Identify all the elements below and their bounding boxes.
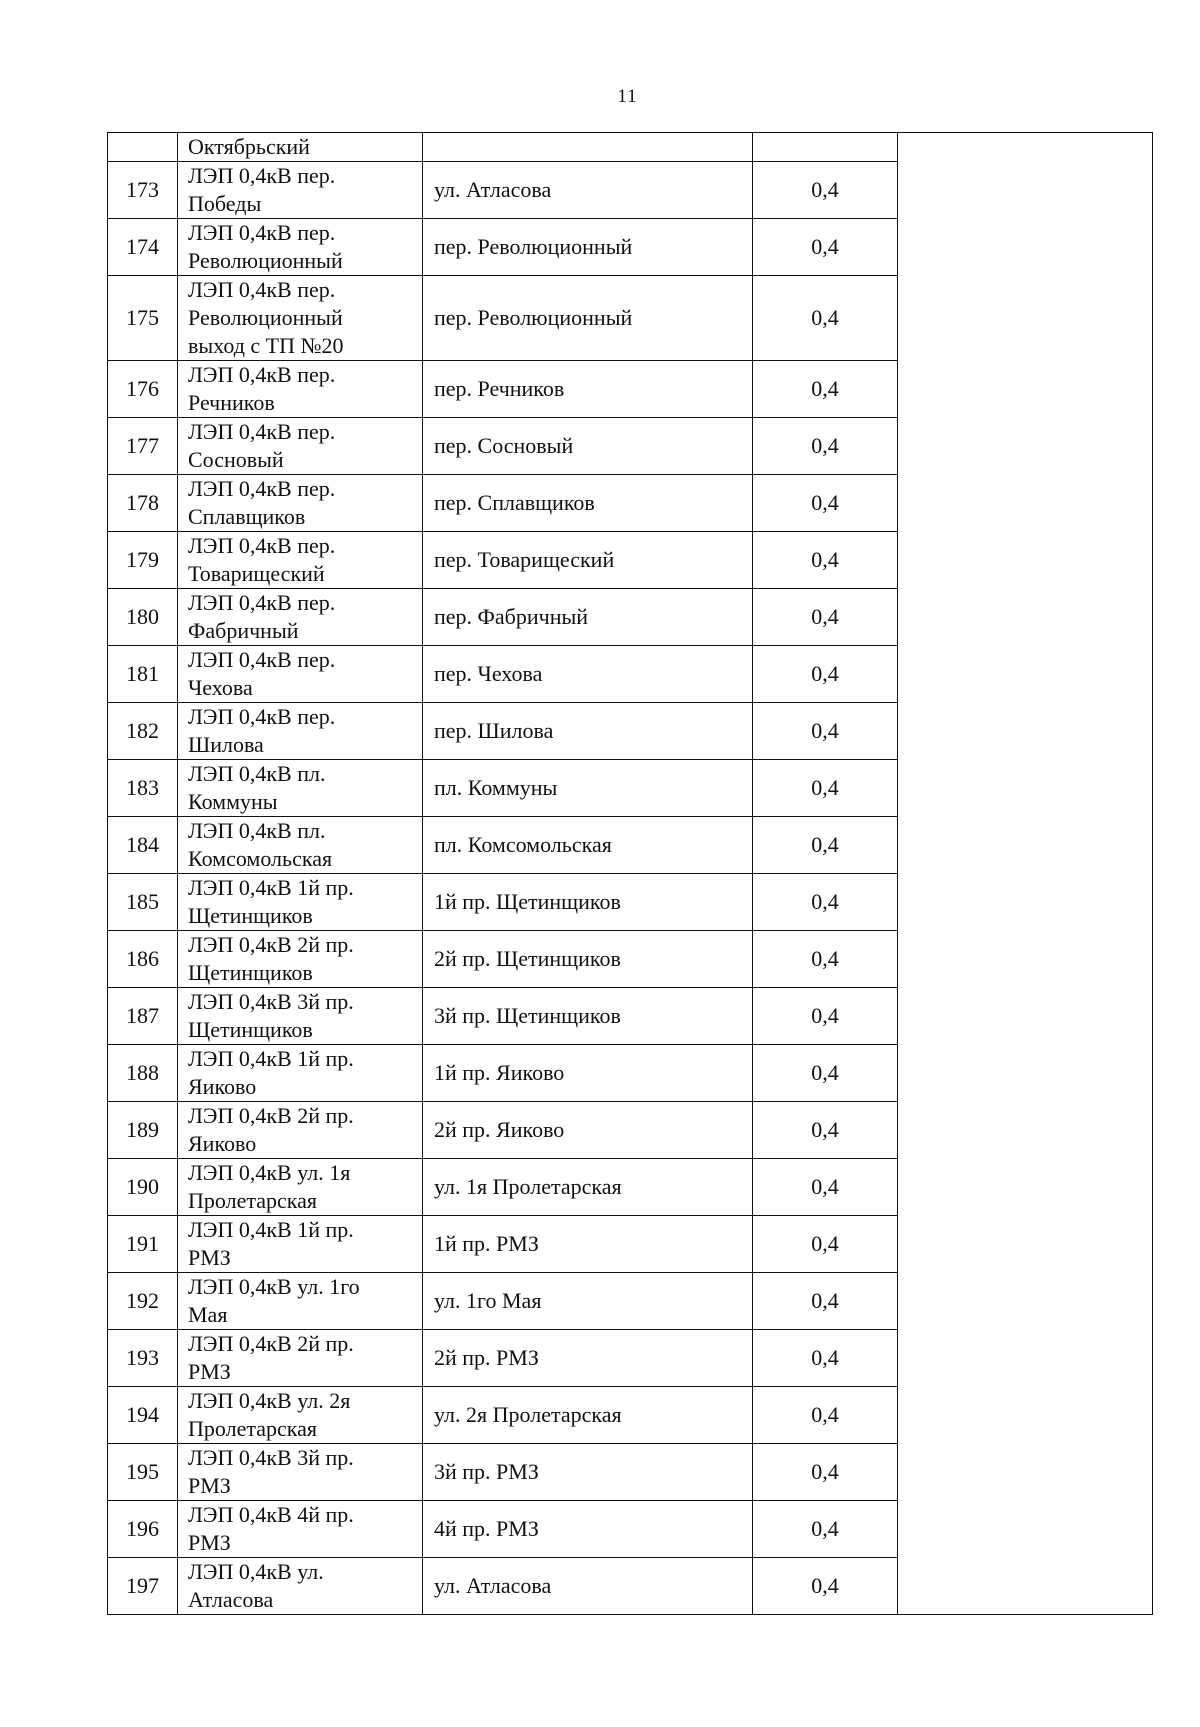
- cell-name-line: Щетинщиков: [188, 960, 313, 985]
- cell-number: 178: [108, 475, 178, 532]
- cell-voltage: 0,4: [753, 475, 898, 532]
- cell-name: [178, 418, 423, 475]
- cell-number: 175: [108, 276, 178, 361]
- page-number: 11: [617, 86, 638, 107]
- cell-number: 188: [108, 1045, 178, 1102]
- cell-name: [178, 475, 423, 532]
- cell-name: [178, 1501, 423, 1558]
- cell-name: [178, 162, 423, 219]
- cell-number: 180: [108, 589, 178, 646]
- cell-voltage: 0,4: [753, 276, 898, 361]
- cell-notes-column: [898, 133, 1153, 1615]
- cell-name-line: ЛЭП 0,4кВ ул. 2я: [188, 1388, 351, 1413]
- cell-name-line: ЛЭП 0,4кВ 3й пр.: [188, 1445, 354, 1470]
- cell-voltage: [753, 133, 898, 162]
- cell-name-line: ЛЭП 0,4кВ пер.: [188, 362, 336, 387]
- cell-name: [178, 1387, 423, 1444]
- cell-number: 194: [108, 1387, 178, 1444]
- power-lines-table-container: [107, 132, 1153, 1615]
- cell-name-line: ЛЭП 0,4кВ 1й пр.: [188, 1046, 354, 1071]
- cell-name-line: ЛЭП 0,4кВ ул. 1я: [188, 1160, 351, 1185]
- cell-name-line: ЛЭП 0,4кВ 2й пр.: [188, 932, 354, 957]
- cell-street: 1й пр. РМЗ: [423, 1216, 753, 1273]
- cell-name-line: РМЗ: [188, 1359, 231, 1384]
- cell-number: 179: [108, 532, 178, 589]
- cell-number: 191: [108, 1216, 178, 1273]
- cell-street: ул. 1го Мая: [423, 1273, 753, 1330]
- cell-name-line: Пролетарская: [188, 1416, 317, 1441]
- cell-voltage: 0,4: [753, 874, 898, 931]
- cell-voltage: 0,4: [753, 1387, 898, 1444]
- cell-name-line: Речников: [188, 390, 275, 415]
- cell-voltage: 0,4: [753, 931, 898, 988]
- cell-name-line: ЛЭП 0,4кВ 3й пр.: [188, 989, 354, 1014]
- cell-name: [178, 1444, 423, 1501]
- cell-name: [178, 874, 423, 931]
- cell-street: [423, 133, 753, 162]
- cell-name-line: ЛЭП 0,4кВ пер.: [188, 220, 336, 245]
- cell-name-line: РМЗ: [188, 1530, 231, 1555]
- cell-voltage: 0,4: [753, 418, 898, 475]
- cell-voltage: 0,4: [753, 1330, 898, 1387]
- cell-street: 1й пр. Щетинщиков: [423, 874, 753, 931]
- cell-name-line: ЛЭП 0,4кВ пер.: [188, 419, 336, 444]
- cell-voltage: 0,4: [753, 1444, 898, 1501]
- cell-voltage: 0,4: [753, 817, 898, 874]
- cell-name-line: Мая: [188, 1302, 228, 1327]
- cell-voltage: 0,4: [753, 703, 898, 760]
- cell-street: ул. 2я Пролетарская: [423, 1387, 753, 1444]
- cell-voltage: 0,4: [753, 1159, 898, 1216]
- cell-name-line: ЛЭП 0,4кВ пер.: [188, 590, 336, 615]
- cell-number: 187: [108, 988, 178, 1045]
- cell-name-line: Чехова: [188, 675, 253, 700]
- cell-street: ул. Атласова: [423, 1558, 753, 1615]
- cell-name: [178, 1159, 423, 1216]
- cell-name-line: ЛЭП 0,4кВ пер.: [188, 704, 336, 729]
- cell-name: [178, 817, 423, 874]
- cell-name-line: ЛЭП 0,4кВ 2й пр.: [188, 1331, 354, 1356]
- cell-street: ул. Атласова: [423, 162, 753, 219]
- cell-voltage: 0,4: [753, 1273, 898, 1330]
- cell-name: [178, 988, 423, 1045]
- cell-number: 196: [108, 1501, 178, 1558]
- cell-name-line: ЛЭП 0,4кВ пер.: [188, 277, 336, 302]
- cell-voltage: 0,4: [753, 532, 898, 589]
- cell-number: 193: [108, 1330, 178, 1387]
- cell-name: [178, 1102, 423, 1159]
- cell-number: 181: [108, 646, 178, 703]
- cell-voltage: 0,4: [753, 760, 898, 817]
- cell-name-line: Щетинщиков: [188, 1017, 313, 1042]
- cell-street: пер. Сосновый: [423, 418, 753, 475]
- cell-name: [178, 931, 423, 988]
- cell-name-line: Пролетарская: [188, 1188, 317, 1213]
- cell-name-line: ЛЭП 0,4кВ пер.: [188, 476, 336, 501]
- cell-name-line: Революционный: [188, 248, 343, 273]
- cell-voltage: 0,4: [753, 1501, 898, 1558]
- power-lines-table: [107, 132, 1153, 1615]
- cell-name-line: Коммуны: [188, 789, 278, 814]
- cell-number: 195: [108, 1444, 178, 1501]
- cell-name-line: Фабричный: [188, 618, 299, 643]
- cell-name: [178, 646, 423, 703]
- cell-name-line: ЛЭП 0,4кВ 4й пр.: [188, 1502, 354, 1527]
- cell-name: [178, 760, 423, 817]
- cell-number: 189: [108, 1102, 178, 1159]
- cell-name-line: Шилова: [188, 732, 264, 757]
- cell-name-line: ЛЭП 0,4кВ 1й пр.: [188, 875, 354, 900]
- cell-name-line: РМЗ: [188, 1245, 231, 1270]
- cell-street: пер. Чехова: [423, 646, 753, 703]
- cell-voltage: 0,4: [753, 219, 898, 276]
- cell-name: [178, 703, 423, 760]
- cell-voltage: 0,4: [753, 1558, 898, 1615]
- cell-name: [178, 589, 423, 646]
- table-body: [108, 133, 1153, 1615]
- cell-name-line: ЛЭП 0,4кВ 1й пр.: [188, 1217, 354, 1242]
- cell-voltage: 0,4: [753, 988, 898, 1045]
- cell-name-line: Революционный: [188, 305, 343, 330]
- cell-name-line: Яиково: [188, 1131, 257, 1156]
- cell-number: 197: [108, 1558, 178, 1615]
- cell-name: [178, 1045, 423, 1102]
- cell-name-line: Щетинщиков: [188, 903, 313, 928]
- cell-street: пер. Шилова: [423, 703, 753, 760]
- cell-voltage: 0,4: [753, 361, 898, 418]
- cell-voltage: 0,4: [753, 1102, 898, 1159]
- cell-name: [178, 1330, 423, 1387]
- cell-street: 3й пр. РМЗ: [423, 1444, 753, 1501]
- cell-voltage: 0,4: [753, 646, 898, 703]
- cell-name: Октябрьский: [178, 133, 423, 162]
- cell-number: 183: [108, 760, 178, 817]
- cell-street: пер. Речников: [423, 361, 753, 418]
- cell-street: 1й пр. Яиково: [423, 1045, 753, 1102]
- cell-number: 174: [108, 219, 178, 276]
- cell-name-line: Сосновый: [188, 447, 284, 472]
- cell-voltage: 0,4: [753, 589, 898, 646]
- cell-voltage: 0,4: [753, 1045, 898, 1102]
- cell-name: [178, 361, 423, 418]
- cell-name-line: ЛЭП 0,4кВ 2й пр.: [188, 1103, 354, 1128]
- cell-name-line: ЛЭП 0,4кВ пл.: [188, 761, 326, 786]
- cell-name-line: Сплавщиков: [188, 504, 306, 529]
- cell-street: пер. Революционный: [423, 219, 753, 276]
- cell-street: 2й пр. Яиково: [423, 1102, 753, 1159]
- table-row-continuation: [108, 133, 1153, 162]
- cell-name-line: ЛЭП 0,4кВ ул.: [188, 1559, 324, 1584]
- cell-name: [178, 1216, 423, 1273]
- cell-number: [108, 133, 178, 162]
- cell-street: пл. Комсомольская: [423, 817, 753, 874]
- cell-number: 184: [108, 817, 178, 874]
- cell-name-line: Победы: [188, 191, 262, 216]
- cell-name: [178, 276, 423, 361]
- cell-name: [178, 1273, 423, 1330]
- cell-street: пер. Сплавщиков: [423, 475, 753, 532]
- cell-street: пл. Коммуны: [423, 760, 753, 817]
- cell-number: 190: [108, 1159, 178, 1216]
- cell-name-line: ЛЭП 0,4кВ пер.: [188, 163, 336, 188]
- cell-street: 2й пр. РМЗ: [423, 1330, 753, 1387]
- cell-name: [178, 219, 423, 276]
- cell-name-line: ЛЭП 0,4кВ пер.: [188, 647, 336, 672]
- cell-street: пер. Революционный: [423, 276, 753, 361]
- cell-street: пер. Фабричный: [423, 589, 753, 646]
- cell-name: [178, 532, 423, 589]
- cell-name-line: ЛЭП 0,4кВ пл.: [188, 818, 326, 843]
- cell-number: 177: [108, 418, 178, 475]
- cell-street: пер. Товарищеский: [423, 532, 753, 589]
- cell-number: 185: [108, 874, 178, 931]
- cell-name-line: Атласова: [188, 1587, 274, 1612]
- cell-name-line: ЛЭП 0,4кВ ул. 1го: [188, 1274, 360, 1299]
- cell-voltage: 0,4: [753, 162, 898, 219]
- cell-street: ул. 1я Пролетарская: [423, 1159, 753, 1216]
- cell-number: 186: [108, 931, 178, 988]
- cell-number: 176: [108, 361, 178, 418]
- cell-voltage: 0,4: [753, 1216, 898, 1273]
- cell-number: 192: [108, 1273, 178, 1330]
- cell-name-line: РМЗ: [188, 1473, 231, 1498]
- cell-name-line: выход с ТП №20: [188, 333, 344, 358]
- cell-name-line: ЛЭП 0,4кВ пер.: [188, 533, 336, 558]
- cell-number: 182: [108, 703, 178, 760]
- cell-street: 4й пр. РМЗ: [423, 1501, 753, 1558]
- cell-number: 173: [108, 162, 178, 219]
- cell-name: [178, 1558, 423, 1615]
- cell-street: 2й пр. Щетинщиков: [423, 931, 753, 988]
- cell-street: 3й пр. Щетинщиков: [423, 988, 753, 1045]
- cell-name-line: Яиково: [188, 1074, 257, 1099]
- cell-name-line: Комсомольская: [188, 846, 333, 871]
- cell-name-line: Товарищеский: [188, 561, 325, 586]
